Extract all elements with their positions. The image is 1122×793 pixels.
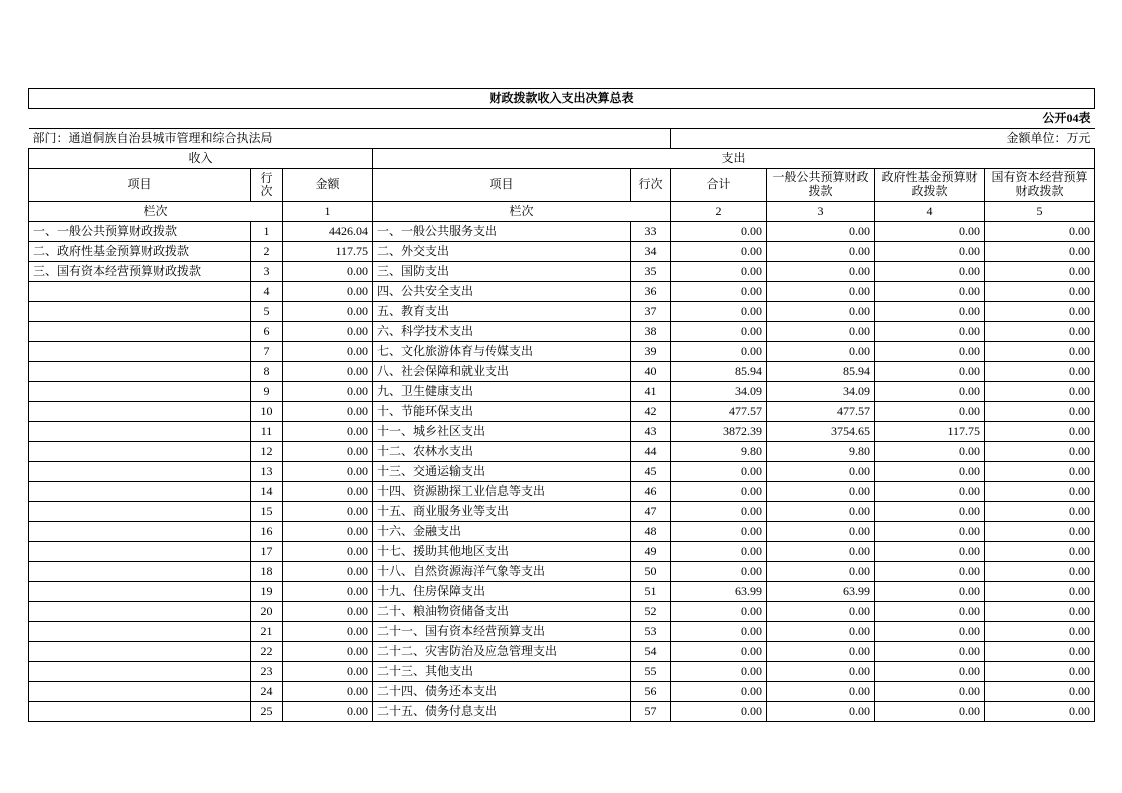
table-row bbox=[29, 481, 1095, 501]
expense-item: 二十一、国有资本经营预算支出 bbox=[373, 621, 631, 641]
income-line: 3 bbox=[251, 261, 283, 281]
income-line: 9 bbox=[251, 381, 283, 401]
expense-group-header: 支出 bbox=[373, 149, 1095, 169]
income-amount: 0.00 bbox=[283, 321, 373, 341]
expense-gov-fund: 0.00 bbox=[875, 521, 985, 541]
expense-total: 0.00 bbox=[671, 321, 767, 341]
income-line: 18 bbox=[251, 561, 283, 581]
income-item bbox=[29, 701, 251, 721]
expense-gov-fund: 0.00 bbox=[875, 441, 985, 461]
header-income-line bbox=[251, 169, 283, 202]
expense-total: 0.00 bbox=[671, 241, 767, 261]
income-amount: 0.00 bbox=[283, 441, 373, 461]
expense-line: 36 bbox=[631, 281, 671, 301]
expense-general-public: 0.00 bbox=[767, 701, 875, 721]
expense-line: 39 bbox=[631, 341, 671, 361]
expense-general-public: 0.00 bbox=[767, 521, 875, 541]
income-line: 20 bbox=[251, 601, 283, 621]
income-amount: 0.00 bbox=[283, 421, 373, 441]
table-row bbox=[29, 221, 1095, 241]
income-line: 17 bbox=[251, 541, 283, 561]
income-amount: 0.00 bbox=[283, 401, 373, 421]
header-income-item: 项目 bbox=[29, 169, 251, 202]
expense-total: 0.00 bbox=[671, 281, 767, 301]
income-amount: 0.00 bbox=[283, 701, 373, 721]
header-income-line-text: 行次 bbox=[260, 171, 273, 198]
income-item bbox=[29, 581, 251, 601]
income-line: 8 bbox=[251, 361, 283, 381]
expense-gov-fund: 0.00 bbox=[875, 461, 985, 481]
table-row bbox=[29, 381, 1095, 401]
table-row bbox=[29, 261, 1095, 281]
income-line: 6 bbox=[251, 321, 283, 341]
expense-state-capital: 0.00 bbox=[985, 221, 1095, 241]
table-row bbox=[29, 401, 1095, 421]
table-row bbox=[29, 441, 1095, 461]
expense-gov-fund: 0.00 bbox=[875, 221, 985, 241]
table-row bbox=[29, 601, 1095, 621]
income-item bbox=[29, 341, 251, 361]
income-amount: 0.00 bbox=[283, 661, 373, 681]
income-item bbox=[29, 601, 251, 621]
expense-gov-fund: 0.00 bbox=[875, 281, 985, 301]
expense-state-capital: 0.00 bbox=[985, 241, 1095, 261]
expense-item: 四、公共安全支出 bbox=[373, 281, 631, 301]
expense-state-capital: 0.00 bbox=[985, 301, 1095, 321]
income-line: 7 bbox=[251, 341, 283, 361]
expense-state-capital: 0.00 bbox=[985, 561, 1095, 581]
income-item bbox=[29, 301, 251, 321]
expense-total: 63.99 bbox=[671, 581, 767, 601]
expense-general-public: 0.00 bbox=[767, 501, 875, 521]
expense-state-capital: 0.00 bbox=[985, 661, 1095, 681]
expense-item: 十一、城乡社区支出 bbox=[373, 421, 631, 441]
expense-general-public: 3754.65 bbox=[767, 421, 875, 441]
expense-gov-fund: 0.00 bbox=[875, 661, 985, 681]
expense-line: 50 bbox=[631, 561, 671, 581]
expense-item: 十七、援助其他地区支出 bbox=[373, 541, 631, 561]
expense-item: 二十、粮油物资储备支出 bbox=[373, 601, 631, 621]
expense-gov-fund: 0.00 bbox=[875, 581, 985, 601]
income-group-header: 收入 bbox=[29, 149, 373, 169]
income-amount: 0.00 bbox=[283, 681, 373, 701]
expense-total: 0.00 bbox=[671, 261, 767, 281]
expense-item: 十八、自然资源海洋气象等支出 bbox=[373, 561, 631, 581]
gov-fund-col-number: 4 bbox=[875, 201, 985, 221]
income-line: 1 bbox=[251, 221, 283, 241]
income-amount: 0.00 bbox=[283, 561, 373, 581]
expense-total: 85.94 bbox=[671, 361, 767, 381]
expense-total: 477.57 bbox=[671, 401, 767, 421]
column-number-row bbox=[29, 201, 1095, 221]
header-state-capital: 国有资本经营预算财政拨款 bbox=[985, 169, 1095, 202]
expense-total: 0.00 bbox=[671, 641, 767, 661]
expense-state-capital: 0.00 bbox=[985, 681, 1095, 701]
expense-general-public: 0.00 bbox=[767, 681, 875, 701]
income-line: 12 bbox=[251, 441, 283, 461]
expense-total: 0.00 bbox=[671, 701, 767, 721]
expense-state-capital: 0.00 bbox=[985, 601, 1095, 621]
expense-general-public: 0.00 bbox=[767, 261, 875, 281]
state-capital-col-number: 5 bbox=[985, 201, 1095, 221]
expense-item: 二十三、其他支出 bbox=[373, 661, 631, 681]
table-row bbox=[29, 681, 1095, 701]
expense-gov-fund: 0.00 bbox=[875, 541, 985, 561]
expense-item: 九、卫生健康支出 bbox=[373, 381, 631, 401]
table-row bbox=[29, 621, 1095, 641]
expense-item: 十三、交通运输支出 bbox=[373, 461, 631, 481]
income-amount: 0.00 bbox=[283, 601, 373, 621]
expense-line: 55 bbox=[631, 661, 671, 681]
income-item bbox=[29, 661, 251, 681]
expense-gov-fund: 0.00 bbox=[875, 701, 985, 721]
income-line: 4 bbox=[251, 281, 283, 301]
expense-general-public: 0.00 bbox=[767, 661, 875, 681]
income-line: 25 bbox=[251, 701, 283, 721]
expense-gov-fund: 0.00 bbox=[875, 601, 985, 621]
header-expense-line: 行次 bbox=[631, 169, 671, 202]
income-amount: 0.00 bbox=[283, 261, 373, 281]
expense-line: 57 bbox=[631, 701, 671, 721]
expense-total: 0.00 bbox=[671, 341, 767, 361]
table-row bbox=[29, 521, 1095, 541]
expense-line: 42 bbox=[631, 401, 671, 421]
expense-total: 0.00 bbox=[671, 621, 767, 641]
expense-item: 二十四、债务还本支出 bbox=[373, 681, 631, 701]
expense-line: 54 bbox=[631, 641, 671, 661]
table-row bbox=[29, 661, 1095, 681]
expense-total: 0.00 bbox=[671, 561, 767, 581]
income-item bbox=[29, 681, 251, 701]
expense-line: 41 bbox=[631, 381, 671, 401]
expense-general-public: 0.00 bbox=[767, 561, 875, 581]
expense-general-public: 0.00 bbox=[767, 341, 875, 361]
expense-total: 0.00 bbox=[671, 661, 767, 681]
expense-state-capital: 0.00 bbox=[985, 321, 1095, 341]
expense-gov-fund: 0.00 bbox=[875, 641, 985, 661]
income-item bbox=[29, 541, 251, 561]
expense-state-capital: 0.00 bbox=[985, 281, 1095, 301]
income-item bbox=[29, 621, 251, 641]
expense-state-capital: 0.00 bbox=[985, 641, 1095, 661]
table-row bbox=[29, 421, 1095, 441]
expense-general-public: 0.00 bbox=[767, 281, 875, 301]
income-item: 二、政府性基金预算财政拨款 bbox=[29, 241, 251, 261]
expense-state-capital: 0.00 bbox=[985, 381, 1095, 401]
income-amount: 0.00 bbox=[283, 581, 373, 601]
income-item bbox=[29, 281, 251, 301]
expense-item: 七、文化旅游体育与传媒支出 bbox=[373, 341, 631, 361]
expense-gov-fund: 0.00 bbox=[875, 621, 985, 641]
header-expense-item: 项目 bbox=[373, 169, 631, 202]
expense-total: 3872.39 bbox=[671, 421, 767, 441]
expense-gov-fund: 0.00 bbox=[875, 301, 985, 321]
expense-general-public: 0.00 bbox=[767, 601, 875, 621]
expense-item: 五、教育支出 bbox=[373, 301, 631, 321]
expense-total: 0.00 bbox=[671, 601, 767, 621]
expense-item: 十九、住房保障支出 bbox=[373, 581, 631, 601]
table-row bbox=[29, 241, 1095, 261]
public-label-row bbox=[29, 109, 1095, 129]
expense-total: 0.00 bbox=[671, 521, 767, 541]
income-amount: 0.00 bbox=[283, 341, 373, 361]
expense-general-public: 0.00 bbox=[767, 301, 875, 321]
income-line: 10 bbox=[251, 401, 283, 421]
income-amount: 0.00 bbox=[283, 501, 373, 521]
expense-line: 49 bbox=[631, 541, 671, 561]
expense-item: 十五、商业服务业等支出 bbox=[373, 501, 631, 521]
total-col-number: 2 bbox=[671, 201, 767, 221]
expense-total: 0.00 bbox=[671, 461, 767, 481]
expense-item: 十四、资源勘探工业信息等支出 bbox=[373, 481, 631, 501]
income-line: 24 bbox=[251, 681, 283, 701]
income-item bbox=[29, 401, 251, 421]
table-row bbox=[29, 361, 1095, 381]
income-line: 21 bbox=[251, 621, 283, 641]
header-income-amount: 金额 bbox=[283, 169, 373, 202]
expense-line: 38 bbox=[631, 321, 671, 341]
income-line: 23 bbox=[251, 661, 283, 681]
income-amount: 0.00 bbox=[283, 541, 373, 561]
income-item: 一、一般公共预算财政拨款 bbox=[29, 221, 251, 241]
income-line: 22 bbox=[251, 641, 283, 661]
income-item bbox=[29, 361, 251, 381]
expense-total: 0.00 bbox=[671, 501, 767, 521]
table-row bbox=[29, 281, 1095, 301]
expense-general-public: 0.00 bbox=[767, 321, 875, 341]
income-line: 16 bbox=[251, 521, 283, 541]
income-item bbox=[29, 421, 251, 441]
table-row bbox=[29, 701, 1095, 721]
income-amount: 4426.04 bbox=[283, 221, 373, 241]
expense-general-public: 477.57 bbox=[767, 401, 875, 421]
expense-column-label: 栏次 bbox=[373, 201, 671, 221]
expense-gov-fund: 0.00 bbox=[875, 681, 985, 701]
expense-gov-fund: 0.00 bbox=[875, 481, 985, 501]
table-row bbox=[29, 301, 1095, 321]
expense-gov-fund: 0.00 bbox=[875, 361, 985, 381]
header-general-public: 一般公共预算财政拨款 bbox=[767, 169, 875, 202]
income-amount: 0.00 bbox=[283, 381, 373, 401]
income-line: 15 bbox=[251, 501, 283, 521]
expense-general-public: 0.00 bbox=[767, 481, 875, 501]
income-amount: 0.00 bbox=[283, 641, 373, 661]
column-header-row bbox=[29, 169, 1095, 202]
income-item bbox=[29, 321, 251, 341]
income-item bbox=[29, 381, 251, 401]
income-item bbox=[29, 481, 251, 501]
income-item bbox=[29, 641, 251, 661]
expense-gov-fund: 0.00 bbox=[875, 401, 985, 421]
expense-general-public: 0.00 bbox=[767, 461, 875, 481]
expense-general-public: 34.09 bbox=[767, 381, 875, 401]
expense-general-public: 0.00 bbox=[767, 641, 875, 661]
income-line: 2 bbox=[251, 241, 283, 261]
expense-state-capital: 0.00 bbox=[985, 481, 1095, 501]
expense-line: 51 bbox=[631, 581, 671, 601]
expense-line: 45 bbox=[631, 461, 671, 481]
expense-gov-fund: 0.00 bbox=[875, 241, 985, 261]
department-row bbox=[29, 129, 1095, 149]
spacer-left-1 bbox=[29, 109, 671, 129]
income-item bbox=[29, 521, 251, 541]
table-row bbox=[29, 541, 1095, 561]
expense-state-capital: 0.00 bbox=[985, 421, 1095, 441]
expense-state-capital: 0.00 bbox=[985, 501, 1095, 521]
income-amount: 0.00 bbox=[283, 301, 373, 321]
income-line: 11 bbox=[251, 421, 283, 441]
expense-gov-fund: 0.00 bbox=[875, 341, 985, 361]
group-header-row bbox=[29, 149, 1095, 169]
expense-state-capital: 0.00 bbox=[985, 401, 1095, 421]
expense-gov-fund: 0.00 bbox=[875, 381, 985, 401]
title-row bbox=[29, 89, 1095, 109]
expense-line: 48 bbox=[631, 521, 671, 541]
income-amount: 0.00 bbox=[283, 461, 373, 481]
expense-state-capital: 0.00 bbox=[985, 621, 1095, 641]
expense-state-capital: 0.00 bbox=[985, 261, 1095, 281]
income-amount: 0.00 bbox=[283, 481, 373, 501]
expense-state-capital: 0.00 bbox=[985, 521, 1095, 541]
expense-total: 0.00 bbox=[671, 301, 767, 321]
page-title: 财政拨款收入支出决算总表 bbox=[29, 89, 1095, 109]
expense-gov-fund: 0.00 bbox=[875, 501, 985, 521]
table-row bbox=[29, 341, 1095, 361]
expense-item: 八、社会保障和就业支出 bbox=[373, 361, 631, 381]
table-row bbox=[29, 581, 1095, 601]
expense-general-public: 85.94 bbox=[767, 361, 875, 381]
expense-item: 六、科学技术支出 bbox=[373, 321, 631, 341]
expense-line: 34 bbox=[631, 241, 671, 261]
expense-state-capital: 0.00 bbox=[985, 541, 1095, 561]
income-line: 13 bbox=[251, 461, 283, 481]
expense-item: 二、外交支出 bbox=[373, 241, 631, 261]
expense-item: 二十五、债务付息支出 bbox=[373, 701, 631, 721]
income-amount: 0.00 bbox=[283, 521, 373, 541]
expense-general-public: 9.80 bbox=[767, 441, 875, 461]
expense-total: 0.00 bbox=[671, 221, 767, 241]
expense-gov-fund: 0.00 bbox=[875, 321, 985, 341]
income-line: 5 bbox=[251, 301, 283, 321]
table-row bbox=[29, 501, 1095, 521]
financial-statement-sheet bbox=[28, 88, 1094, 722]
general-public-col-number: 3 bbox=[767, 201, 875, 221]
expense-line: 56 bbox=[631, 681, 671, 701]
income-item bbox=[29, 441, 251, 461]
expense-total: 34.09 bbox=[671, 381, 767, 401]
table-row bbox=[29, 321, 1095, 341]
expense-line: 35 bbox=[631, 261, 671, 281]
income-item bbox=[29, 501, 251, 521]
expense-line: 43 bbox=[631, 421, 671, 441]
expense-item: 一、一般公共服务支出 bbox=[373, 221, 631, 241]
income-amount-col-number: 1 bbox=[283, 201, 373, 221]
expense-item: 十二、农林水支出 bbox=[373, 441, 631, 461]
expense-state-capital: 0.00 bbox=[985, 701, 1095, 721]
expense-general-public: 0.00 bbox=[767, 241, 875, 261]
amount-unit-label: 金额单位：万元 bbox=[671, 129, 1095, 149]
expense-item: 十、节能环保支出 bbox=[373, 401, 631, 421]
table-row bbox=[29, 561, 1095, 581]
expense-line: 44 bbox=[631, 441, 671, 461]
table-row bbox=[29, 461, 1095, 481]
expense-line: 37 bbox=[631, 301, 671, 321]
table-row bbox=[29, 641, 1095, 661]
expense-state-capital: 0.00 bbox=[985, 581, 1095, 601]
header-total: 合计 bbox=[671, 169, 767, 202]
expense-general-public: 0.00 bbox=[767, 621, 875, 641]
expense-gov-fund: 0.00 bbox=[875, 261, 985, 281]
department-label: 部门：通道侗族自治县城市管理和综合执法局 bbox=[29, 129, 671, 149]
expense-line: 40 bbox=[631, 361, 671, 381]
expense-general-public: 63.99 bbox=[767, 581, 875, 601]
expense-state-capital: 0.00 bbox=[985, 461, 1095, 481]
expense-state-capital: 0.00 bbox=[985, 441, 1095, 461]
expense-line: 46 bbox=[631, 481, 671, 501]
income-line: 14 bbox=[251, 481, 283, 501]
expense-item: 三、国防支出 bbox=[373, 261, 631, 281]
income-item: 三、国有资本经营预算财政拨款 bbox=[29, 261, 251, 281]
expense-total: 0.00 bbox=[671, 481, 767, 501]
financial-statement-table bbox=[28, 88, 1095, 722]
public-form-label: 公开04表 bbox=[671, 109, 1095, 129]
expense-gov-fund: 0.00 bbox=[875, 561, 985, 581]
expense-line: 52 bbox=[631, 601, 671, 621]
income-amount: 117.75 bbox=[283, 241, 373, 261]
expense-state-capital: 0.00 bbox=[985, 341, 1095, 361]
expense-item: 二十二、灾害防治及应急管理支出 bbox=[373, 641, 631, 661]
expense-state-capital: 0.00 bbox=[985, 361, 1095, 381]
income-amount: 0.00 bbox=[283, 361, 373, 381]
expense-line: 53 bbox=[631, 621, 671, 641]
income-line: 19 bbox=[251, 581, 283, 601]
expense-line: 47 bbox=[631, 501, 671, 521]
expense-general-public: 0.00 bbox=[767, 221, 875, 241]
expense-line: 33 bbox=[631, 221, 671, 241]
income-column-label: 栏次 bbox=[29, 201, 283, 221]
expense-gov-fund: 117.75 bbox=[875, 421, 985, 441]
header-gov-fund: 政府性基金预算财政拨款 bbox=[875, 169, 985, 202]
income-amount: 0.00 bbox=[283, 281, 373, 301]
income-item bbox=[29, 461, 251, 481]
income-item bbox=[29, 561, 251, 581]
expense-general-public: 0.00 bbox=[767, 541, 875, 561]
expense-total: 0.00 bbox=[671, 541, 767, 561]
income-amount: 0.00 bbox=[283, 621, 373, 641]
expense-total: 0.00 bbox=[671, 681, 767, 701]
expense-total: 9.80 bbox=[671, 441, 767, 461]
expense-item: 十六、金融支出 bbox=[373, 521, 631, 541]
